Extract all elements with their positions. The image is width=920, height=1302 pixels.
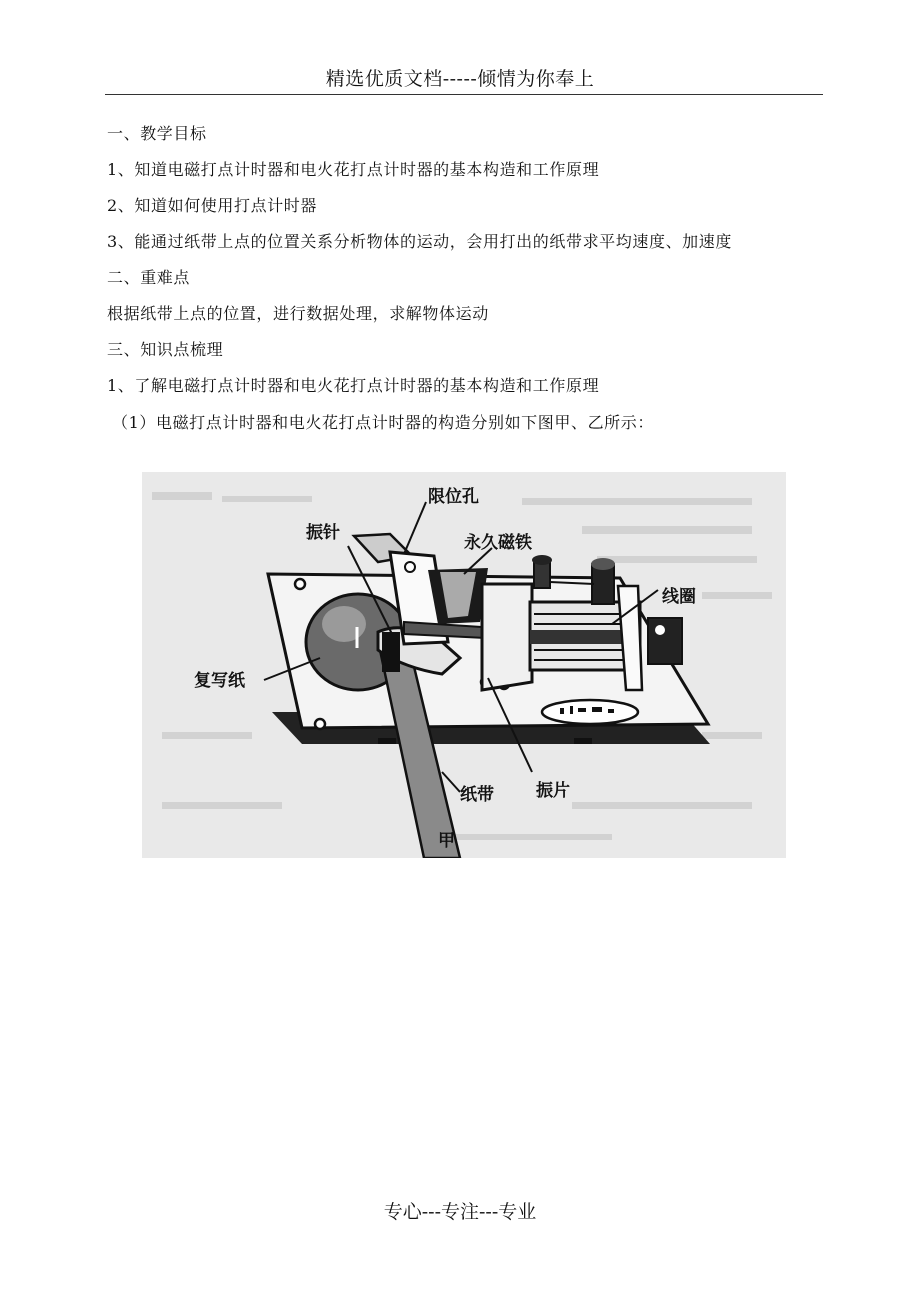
section-heading-key-points: 二、重难点 xyxy=(107,268,191,287)
knowledge-point-1-1: （1）电磁打点计时器和电火花打点计时器的构造分别如下图甲、乙所示： xyxy=(112,413,654,432)
key-point-text: 根据纸带上点的位置，进行数据处理，求解物体运动 xyxy=(107,304,489,323)
magnet-mount xyxy=(482,584,532,690)
limit-hole xyxy=(405,562,415,572)
section-heading-knowledge: 三、知识点梳理 xyxy=(107,340,224,359)
label-permanent-magnet: 永久磁铁 xyxy=(464,533,532,552)
binding-post-left-cap xyxy=(532,555,552,565)
nameplate xyxy=(542,700,638,724)
timer-diagram-figure xyxy=(142,472,786,858)
terminal-screw xyxy=(655,625,665,635)
label-vibration-needle: 振针 xyxy=(306,523,340,542)
figure-caption: 甲 xyxy=(438,831,455,850)
section-heading-objectives: 一、教学目标 xyxy=(107,124,207,143)
timer-diagram-svg xyxy=(142,472,786,858)
objective-1: 1、知道电磁打点计时器和电火花打点计时器的基本构造和工作原理 xyxy=(107,160,600,179)
knowledge-point-1: 1、了解电磁打点计时器和电火花打点计时器的基本构造和工作原理 xyxy=(107,376,600,395)
header-divider xyxy=(105,94,823,95)
label-limit-hole: 限位孔 xyxy=(428,487,479,506)
carbon-paper-highlight xyxy=(322,606,366,642)
label-paper-tape: 纸带 xyxy=(460,785,494,804)
objective-3: 3、能通过纸带上点的位置关系分析物体的运动，会用打出的纸带求平均速度、加速度 xyxy=(107,232,732,251)
binding-post-right-cap xyxy=(591,558,615,570)
label-carbon-paper: 复写纸 xyxy=(194,671,245,690)
page-header-title: 精选优质文档-----倾情为你奉上 xyxy=(325,68,595,90)
tape-guide-slot xyxy=(382,632,400,672)
objective-2: 2、知道如何使用打点计时器 xyxy=(107,196,317,215)
terminal-block xyxy=(648,618,682,664)
page-footer-text: 专心---专注---专业 xyxy=(383,1201,537,1223)
label-coil: 线圈 xyxy=(662,587,696,606)
label-vibrating-plate: 振片 xyxy=(536,781,570,800)
